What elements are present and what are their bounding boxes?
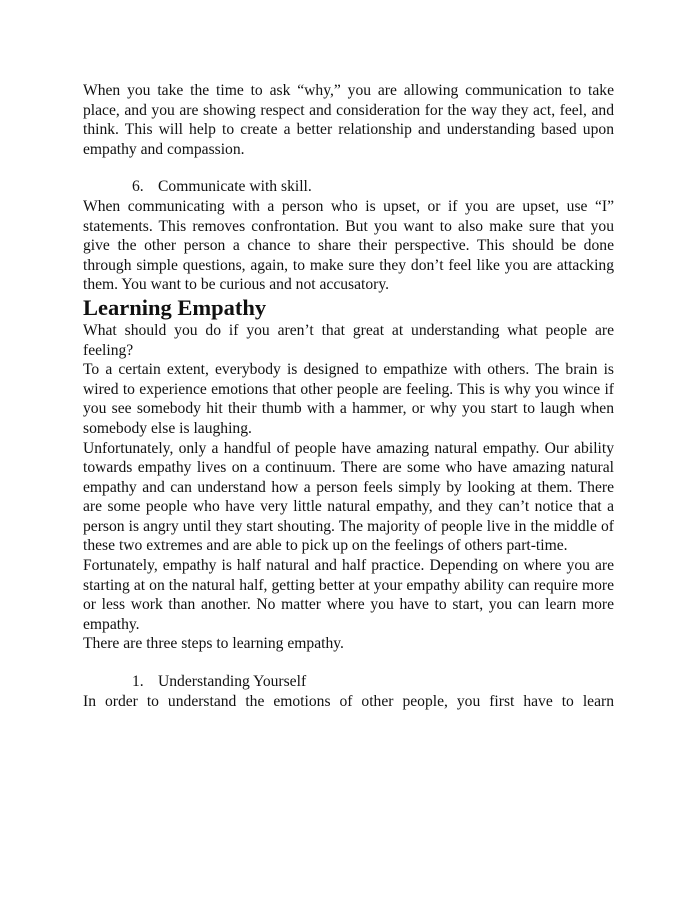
list-number: 6. (132, 178, 144, 196)
section-heading: Learning Empathy (83, 294, 267, 320)
list-item-text: Understanding Yourself (158, 673, 307, 691)
list-item-understanding-yourself (83, 672, 614, 692)
paragraph-in-order-to-understand: In order to understand the emotions of other people, you first have to learn (83, 692, 614, 710)
paragraph-asking-why: When you take the time to ask “why,” you are allowing communication to take place, and you are showing respect and consideration for the way they act, feel, and think. This will help to create a better relationship and understanding based upon empathy and compassion. (83, 82, 614, 158)
list-item-communicate-with-skill (83, 177, 614, 197)
paragraph-communicating: When communicating with a person who is upset, or if you are upset, use “I” statements. This removes confrontation. But you want to also make sure that you give the other person a chance to share their perspective. This should be done through simple questions, again, to make sure they don’t feel like you are attacking them. You want to be curious and not accusatory. (83, 197, 614, 294)
paragraph-designed-to-empathize: To a certain extent, everybody is designed to empathize with others. The brain is wired to experience emotions that other people are feeling. This is why you wince if you see somebody hit their thumb with a hammer, or why you start to laugh when somebody else is laughing. (83, 361, 614, 437)
list-item-text: Communicate with skill. (158, 178, 312, 196)
list-number: 1. (132, 673, 144, 691)
document-page (83, 81, 614, 711)
paragraph-question: What should you do if you aren’t that great at understanding what people are feeling? (83, 321, 614, 359)
paragraph-half-natural: Fortunately, empathy is half natural and half practice. Depending on where you are starting at on the natural half, getting better at your empathy ability can require more or less work than another. No matter where you have to start, you can learn more empathy. (83, 557, 614, 633)
paragraph-three-steps: There are three steps to learning empathy. (83, 635, 344, 653)
paragraph-natural-empathy: Unfortunately, only a handful of people have amazing natural empathy. Our ability towards empathy lives on a continuum. There are some who have amazing natural empathy and can understand how a person feels simply by looking at them. There are some people who have very little natural empathy, and they can’t notice that a person is angry until they start shouting. The majority of people live in the middle of these two extremes and are able to pick up on the feelings of others part-time. (83, 439, 614, 555)
